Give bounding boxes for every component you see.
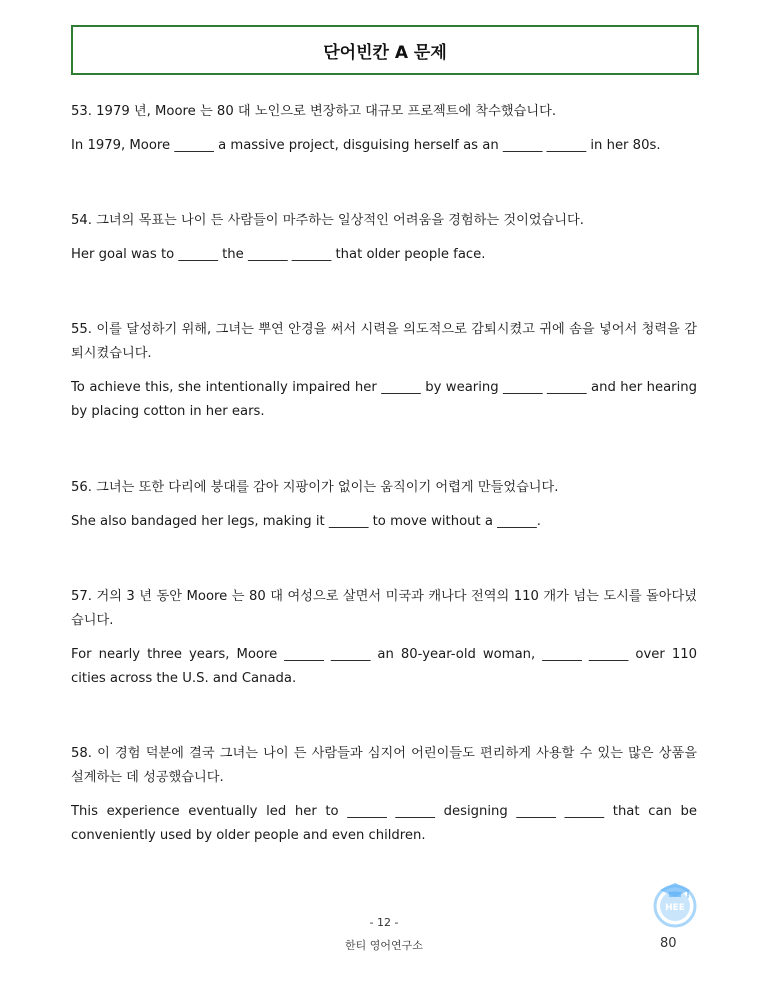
question-english: In 1979, Moore ______ a massive project, disguising herself as an ______ ______ in her 80s. [71, 138, 661, 153]
question-53 [71, 100, 697, 158]
question-korean: 57. 거의 3 년 동안 Moore 는 80 대 여성으로 살면서 미국과 캐나다 전역의 110 개가 넘는 도시를 돌아다녔습니다. [71, 589, 697, 628]
page-number: - 12 - [369, 916, 399, 929]
question-korean: 54. 그녀의 목표는 나이 든 사람들이 마주하는 일상적인 어려움을 경험하는 것이었습니다. [71, 213, 584, 228]
worksheet-title-box [71, 25, 699, 75]
worksheet-title: 단어빈칸 A 문제 [323, 42, 447, 63]
question-english: This experience eventually led her to ______ ______ designing ______ ______ that can be conveniently used by older people and even children. [71, 804, 697, 843]
logo-text: HEE [665, 903, 685, 913]
question-57 [71, 585, 697, 691]
question-56 [71, 476, 697, 534]
logo-number: 80 [660, 936, 677, 951]
question-korean: 56. 그녀는 또한 다리에 붕대를 감아 지팡이가 없이는 움직이기 어렵게 만들었습니다. [71, 480, 559, 495]
question-english: For nearly three years, Moore ______ ______ an 80-year-old woman, ______ ______ over 110 cities across the U.S. and Canada. [71, 647, 697, 686]
question-english: She also bandaged her legs, making it ______ to move without a ______. [71, 514, 541, 529]
question-58 [71, 742, 697, 848]
question-54 [71, 209, 697, 267]
question-korean: 53. 1979 년, Moore 는 80 대 노인으로 변장하고 대규모 프로젝트에 착수했습니다. [71, 104, 557, 119]
question-english: To achieve this, she intentionally impaired her ______ by wearing ______ ______ and her hearing by placing cotton in her ears. [71, 380, 697, 419]
hee-logo-icon [650, 878, 700, 928]
question-korean: 55. 이를 달성하기 위해, 그녀는 뿌연 안경을 써서 시력을 의도적으로 감퇴시켰고 귀에 솜을 넣어서 청력을 감퇴시켰습니다. [71, 322, 697, 361]
question-english: Her goal was to ______ the ______ ______ that older people face. [71, 247, 486, 262]
organization-name: 한티 영어연구소 [345, 939, 423, 952]
question-55 [71, 318, 697, 424]
question-korean: 58. 이 경험 덕분에 결국 그녀는 나이 든 사람들과 심지어 어린이들도 편리하게 사용할 수 있는 많은 상품을 설계하는 데 성공했습니다. [71, 746, 697, 785]
